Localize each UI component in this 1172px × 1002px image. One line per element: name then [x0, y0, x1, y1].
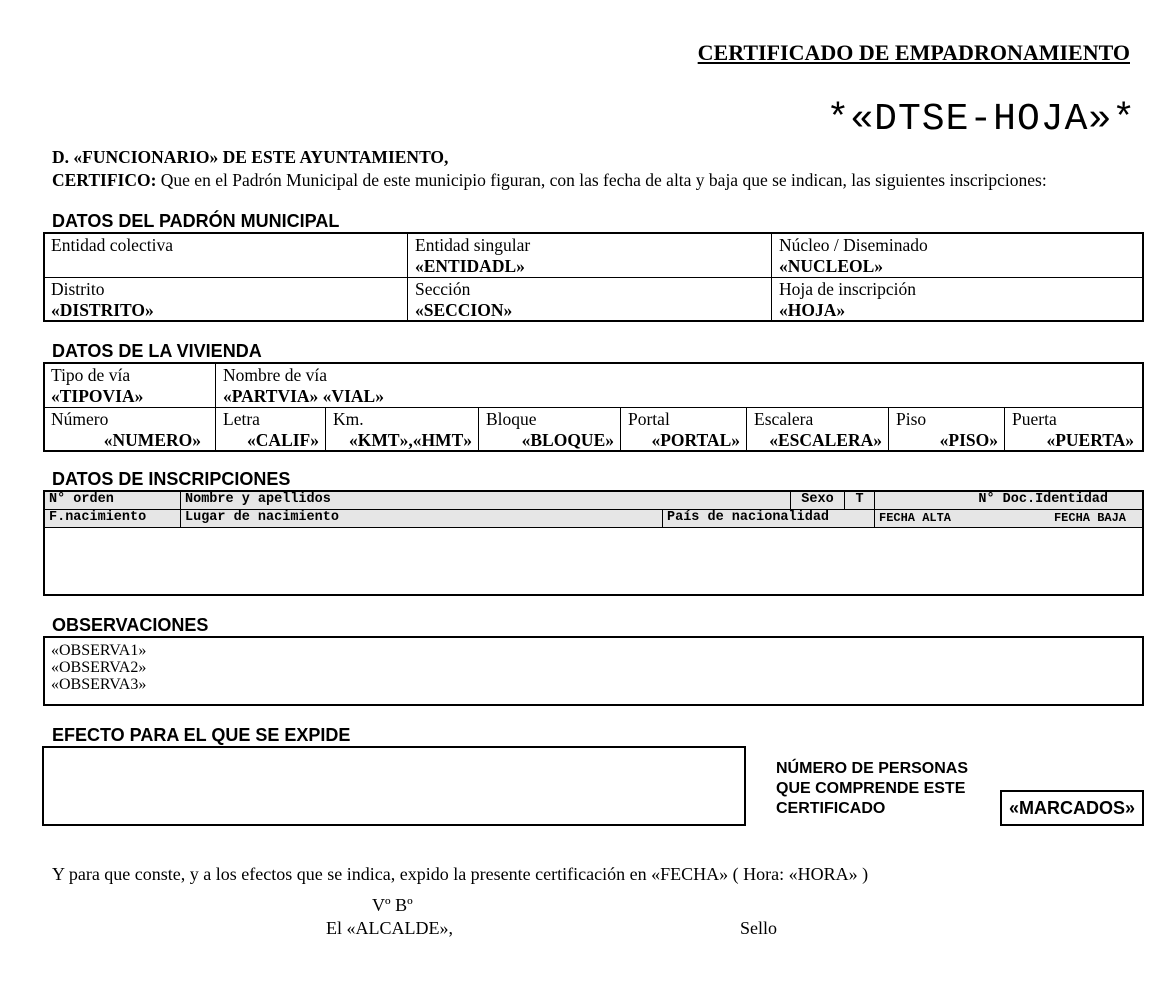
portal-cell: Portal «PORTAL» — [628, 409, 740, 450]
inscripciones-table — [43, 490, 1144, 596]
barcode-field: *«DTSE-HOJA»* — [826, 98, 1136, 141]
observacion-line-2: «OBSERVA2» — [51, 659, 147, 676]
observaciones-section-title: OBSERVACIONES — [52, 615, 209, 635]
seccion-cell: Sección «SECCION» — [415, 279, 513, 320]
letra-cell: Letra «CALIF» — [223, 409, 319, 450]
footer-statement: Y para que conste, y a los efectos que se indica, expido la presente certificación en «FECHA» ( Hora: «HORA» ) — [52, 864, 869, 884]
tipo-header: T — [845, 492, 875, 509]
vivienda-section-title: DATOS DE LA VIVIENDA — [52, 341, 262, 361]
inscripciones-header-row-1 — [45, 492, 1142, 510]
distrito-cell: Distrito «DISTRITO» — [51, 279, 154, 320]
vobo-label: Vº Bº — [372, 895, 413, 915]
sexo-header: Sexo — [791, 492, 845, 509]
efecto-box — [42, 746, 746, 826]
observaciones-box — [43, 636, 1144, 706]
hoja-cell: Hoja de inscripción «HOJA» — [779, 279, 917, 320]
observacion-line-1: «OBSERVA1» — [51, 642, 147, 659]
numero-cell: Número «NUMERO» — [51, 409, 201, 450]
efecto-section-title: EFECTO PARA EL QUE SE EXPIDE — [52, 725, 351, 745]
numero-personas-label: NÚMERO DE PERSONAS QUE COMPRENDE ESTE CERTIFICADO — [776, 760, 969, 817]
certifico-text: Que en el Padrón Municipal de este municipio figuran, con las fecha de alta y baja que se indican, las siguientes inscripciones: — [156, 170, 1047, 190]
lugar-header: Lugar de nacimiento — [181, 510, 663, 527]
marcados-box: «MARCADOS» — [1000, 790, 1144, 826]
alcalde-label: El «ALCALDE», — [326, 918, 453, 938]
vivienda-table — [43, 362, 1144, 452]
pais-header: País de nacionalidad — [663, 510, 875, 527]
puerta-cell: Puerta «PUERTA» — [1012, 409, 1134, 450]
escalera-cell: Escalera «ESCALERA» — [754, 409, 882, 450]
tipo-via-cell: Tipo de vía «TIPOVIA» — [51, 365, 144, 406]
padron-section-title: DATOS DEL PADRÓN MUNICIPAL — [52, 211, 340, 231]
km-cell: Km. «KMT»,«HMT» — [333, 409, 472, 450]
intro-text — [52, 146, 1047, 192]
certifico-label: CERTIFICO: — [52, 170, 157, 190]
piso-cell: Piso «PISO» — [896, 409, 998, 450]
padron-table — [43, 232, 1144, 322]
entidad-singular-cell: Entidad singular «ENTIDADL» — [415, 235, 531, 276]
inscripciones-header-row-2 — [45, 510, 1142, 528]
certifico-line — [52, 169, 1047, 192]
nucleo-cell: Núcleo / Diseminado «NUCLEOL» — [779, 235, 928, 276]
funcionario-line: D. «FUNCIONARIO» DE ESTE AYUNTAMIENTO, — [52, 147, 449, 167]
nacimiento-header: F.nacimiento — [45, 510, 181, 527]
doc-identidad-header: N° Doc.Identidad — [978, 492, 1108, 507]
sello-label: Sello — [740, 918, 778, 938]
entidad-colectiva-cell: Entidad colectiva — [51, 235, 173, 255]
nombre-via-cell: Nombre de vía «PARTVIA» «VIAL» — [223, 365, 384, 406]
document-title: CERTIFICADO DE EMPADRONAMIENTO — [697, 40, 1130, 65]
inscripciones-section-title: DATOS DE INSCRIPCIONES — [52, 469, 291, 489]
orden-header: N° orden — [45, 492, 181, 509]
fecha-baja-header: FECHA BAJA — [1053, 511, 1126, 525]
nombre-header: Nombre y apellidos — [181, 492, 791, 509]
observacion-line-3: «OBSERVA3» — [51, 676, 147, 693]
bloque-cell: Bloque «BLOQUE» — [486, 409, 614, 450]
fecha-alta-header: FECHA ALTA — [879, 511, 952, 525]
